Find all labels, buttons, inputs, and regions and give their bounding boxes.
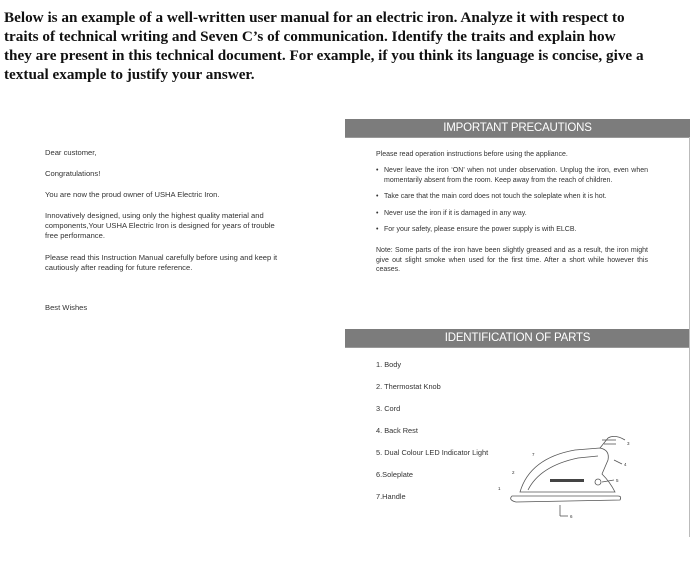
part-item: 6.Soleplate: [376, 470, 413, 479]
precaution-item: [376, 209, 648, 218]
part-item: 3. Cord: [376, 404, 401, 413]
iron-inner-curve: [528, 456, 598, 490]
precaution-item: [376, 166, 648, 185]
bullet-icon: •: [376, 167, 379, 175]
label-3: 3: [627, 441, 630, 446]
label-2: 2: [512, 470, 515, 475]
precaution-text: Take care that the main cord does not touch the soleplate when it is hot.: [384, 193, 607, 201]
precaution-text: Never use the iron if it is damaged in any way.: [384, 209, 527, 217]
precaution-item: [376, 192, 648, 201]
part-item: 4. Back Rest: [376, 426, 418, 435]
bullet-icon: •: [376, 209, 379, 217]
precautions-note: Note: Some parts of the iron have been slightly greased and as a result, the iron might give out slight smoke when used for the first time. After a short while however this ceases.: [376, 247, 648, 274]
letter-owner: You are now the proud owner of USHA Electric Iron.: [45, 190, 220, 199]
precautions-rule: [345, 137, 690, 138]
letter-salutation: Dear customer,: [45, 148, 97, 157]
welcome-letter: [45, 148, 285, 313]
leader-line: [614, 460, 622, 464]
bullet-icon: •: [376, 193, 379, 201]
precaution-text: For your safety, please ensure the power supply is with ELCB.: [384, 226, 577, 234]
precautions-header: IMPORTANT PRECAUTIONS: [345, 119, 690, 137]
iron-diagram: [490, 430, 640, 525]
bullet-icon: •: [376, 226, 379, 234]
iron-soleplate: [511, 496, 621, 502]
led-indicator: [595, 479, 601, 485]
thermostat-knob: [550, 479, 584, 482]
precautions-list: [376, 166, 648, 234]
letter-signoff: Best Wishes: [45, 303, 88, 312]
precaution-item: [376, 225, 648, 234]
identification-rule: [345, 347, 690, 348]
part-item: 1. Body: [376, 360, 402, 369]
iron-cord: [600, 436, 625, 448]
letter-manual: Please read this Instruction Manual carefully before using and keep it cautiously after reading for future reference.: [45, 253, 278, 272]
label-1: 1: [498, 486, 501, 491]
part-item: 5. Dual Colour LED Indicator Light: [376, 448, 489, 457]
label-7: 7: [532, 452, 535, 457]
question-text: Below is an example of a well-written user manual for an electric iron. Analyze it with respect to traits of technical writing and Seven C’s of communication. Identify the traits and explain how they are present in this technical document. For example, if you think its language is concise, give a textual example to justify your answer.: [4, 9, 644, 83]
precautions-intro: Please read operation instructions before using the appliance.: [376, 151, 568, 158]
part-item: 2. Thermostat Knob: [376, 382, 441, 391]
label-5: 5: [616, 478, 619, 483]
page-edge-rule: [689, 137, 690, 537]
label-6: 6: [570, 514, 573, 519]
precautions-section: [376, 150, 648, 275]
part-item: 7.Handle: [376, 492, 406, 501]
letter-congrats: Congratulations!: [45, 169, 101, 178]
label-4: 4: [624, 462, 627, 467]
letter-design: Innovatively designed, using only the highest quality material and components,Your USHA Electric Iron is designed for years of trouble free performance.: [45, 211, 275, 240]
precaution-text: Never leave the iron ‘ON’ when not under observation. Unplug the iron, even when momentarily absent from the room. Keep away from the reach of children.: [384, 167, 648, 184]
identification-header: IDENTIFICATION OF PARTS: [345, 329, 690, 347]
